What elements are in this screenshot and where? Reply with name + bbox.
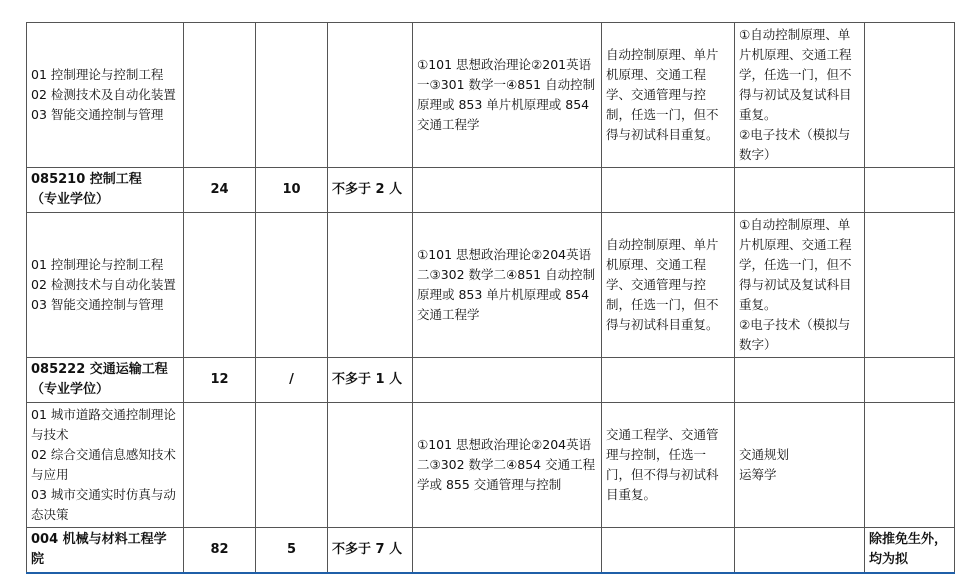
empty-cell: [184, 23, 256, 168]
equal-add-subjects-cell: [735, 403, 865, 528]
retest-subjects-cell: 自动控制原理、单片机原理、交通工程学、交通管理与控制，任选一门，但不得与初试科目重复。: [602, 23, 735, 168]
remark-cell: [865, 23, 955, 168]
direction-item: 02 检测技术与自动化装置: [31, 277, 176, 292]
empty-cell: [735, 168, 865, 213]
table-row: [27, 403, 955, 528]
equal-add-item: ②电子技术（模拟与数字）: [739, 317, 851, 352]
empty-cell: [256, 23, 328, 168]
equal-add-subjects-cell: [735, 23, 865, 168]
direction-item: 03 智能交通控制与管理: [31, 297, 164, 312]
exam-subjects-cell: ①101 思想政治理论②204英语二③302 数学二④854 交通工程学或 855 交通管理与控制: [413, 403, 602, 528]
major-type: （专业学位）: [31, 192, 110, 207]
empty-cell: [865, 168, 955, 213]
direction-item: 03 智能交通控制与管理: [31, 107, 164, 122]
direction-item: 01 控制理论与控制工程: [31, 67, 164, 82]
empty-cell: [602, 168, 735, 213]
empty-cell: [184, 213, 256, 358]
empty-cell: [735, 358, 865, 403]
major-type: （专业学位）: [31, 382, 110, 397]
exam-subjects-cell: ①101 思想政治理论②201英语一③301 数学一④851 自动控制原理或 853 单片机原理或 854 交通工程学: [413, 23, 602, 168]
equal-add-item: 交通规划: [739, 447, 790, 462]
research-directions-cell: [27, 23, 184, 168]
table-row: [27, 23, 955, 168]
table-row: [27, 213, 955, 358]
exam-subjects-cell: ①101 思想政治理论②204英语二③302 数学二④851 自动控制原理或 853 单片机原理或 854 交通工程学: [413, 213, 602, 358]
direction-item: 02 检测技术及自动化装置: [31, 87, 176, 102]
college-cell: 004 机械与材料工程学院: [27, 528, 184, 574]
major-cell: [27, 168, 184, 213]
empty-cell: [413, 528, 602, 574]
major-code: 085210 控制工程: [31, 172, 142, 187]
remark-cell: 除推免生外，均为拟: [865, 528, 955, 574]
table-row: [27, 358, 955, 403]
admissions-table: [26, 22, 955, 574]
plan-count: 12: [184, 358, 256, 403]
equal-add-subjects-cell: [735, 213, 865, 358]
remark-cell: [865, 213, 955, 358]
equal-add-item: ②电子技术（模拟与数字）: [739, 127, 851, 162]
recommended-count: /: [256, 358, 328, 403]
empty-cell: [413, 168, 602, 213]
tongkao-count: 不多于 1 人: [328, 358, 413, 403]
empty-cell: [256, 213, 328, 358]
empty-cell: [865, 358, 955, 403]
empty-cell: [602, 358, 735, 403]
empty-cell: [328, 213, 413, 358]
empty-cell: [413, 358, 602, 403]
equal-add-item: 运筹学: [739, 467, 777, 482]
empty-cell: [328, 403, 413, 528]
empty-cell: [602, 528, 735, 574]
empty-cell: [256, 403, 328, 528]
table-row: [27, 168, 955, 213]
retest-subjects-cell: 交通工程学、交通管理与控制，任选一门，但不得与初试科目重复。: [602, 403, 735, 528]
tongkao-count: 不多于 2 人: [328, 168, 413, 213]
tongkao-count: 不多于 7 人: [328, 528, 413, 574]
empty-cell: [735, 528, 865, 574]
major-code: 085222 交通运输工程: [31, 362, 168, 377]
recommended-count: 10: [256, 168, 328, 213]
plan-count: 82: [184, 528, 256, 574]
major-cell: [27, 358, 184, 403]
empty-cell: [184, 403, 256, 528]
direction-item: 01 控制理论与控制工程: [31, 257, 164, 272]
equal-add-item: ①自动控制原理、单片机原理、交通工程学，任选一门，但不得与初试及复试科目重复。: [739, 217, 852, 312]
research-directions-cell: [27, 403, 184, 528]
table-row: [27, 528, 955, 574]
empty-cell: [328, 23, 413, 168]
retest-subjects-cell: 自动控制原理、单片机原理、交通工程学、交通管理与控制，任选一门，但不得与初试科目重复。: [602, 213, 735, 358]
direction-item: 01 城市道路交通控制理论与技术: [31, 407, 176, 442]
recommended-count: 5: [256, 528, 328, 574]
research-directions-cell: [27, 213, 184, 358]
direction-item: 03 城市交通实时仿真与动态决策: [31, 487, 176, 522]
plan-count: 24: [184, 168, 256, 213]
direction-item: 02 综合交通信息感知技术与应用: [31, 447, 176, 482]
remark-cell: [865, 403, 955, 528]
equal-add-item: ①自动控制原理、单片机原理、交通工程学，任选一门，但不得与初试及复试科目重复。: [739, 27, 852, 122]
